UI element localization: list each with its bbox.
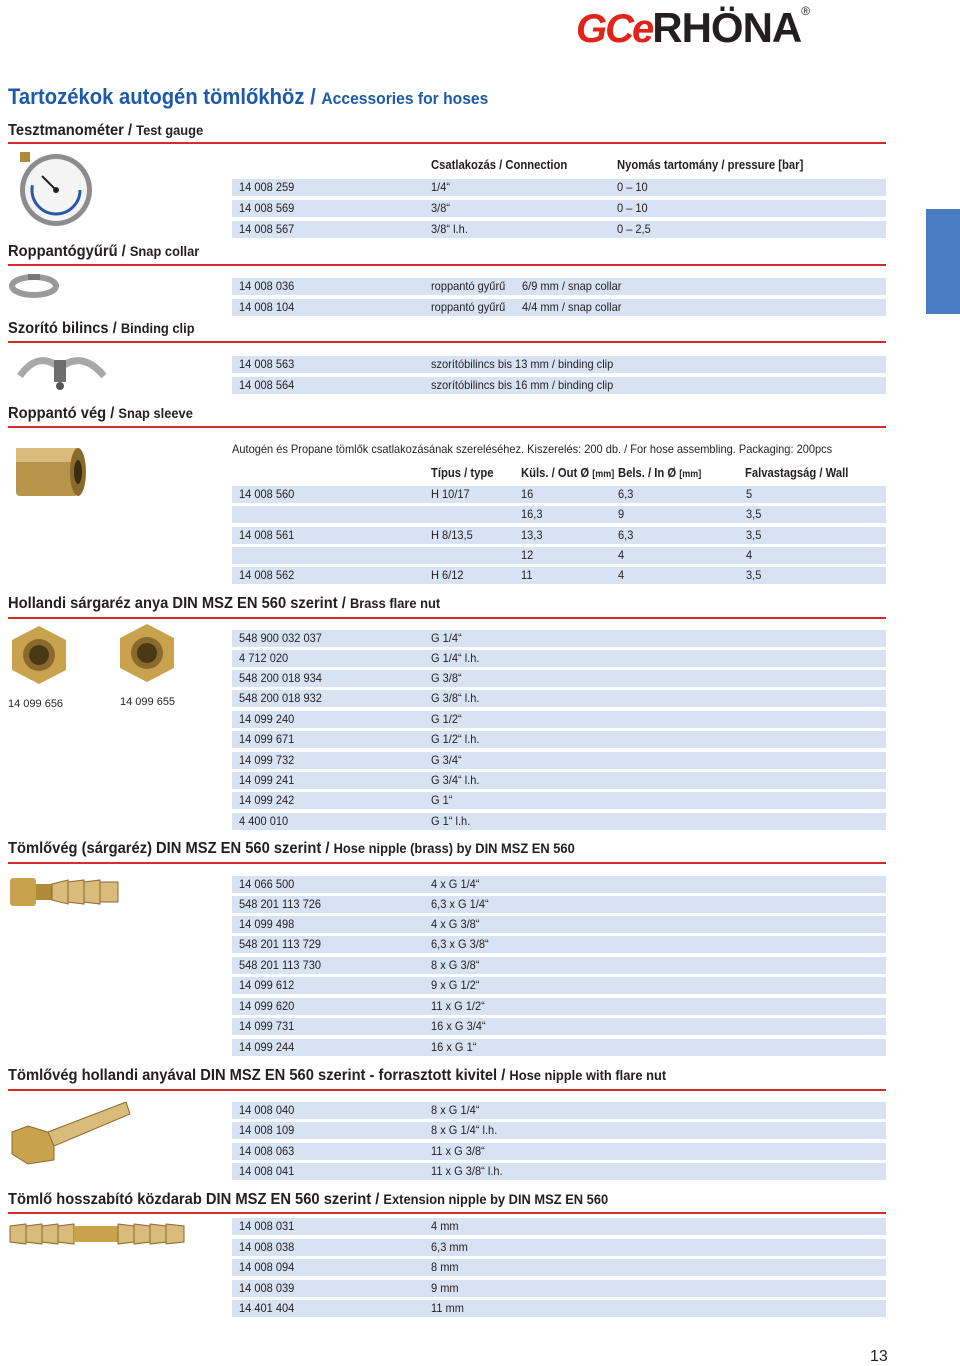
size: 4 x G 3/8“: [431, 917, 480, 931]
description: roppantó gyűrű: [431, 300, 506, 314]
size: 11 x G 3/8“ l.h.: [431, 1164, 503, 1178]
table-row: [232, 1122, 886, 1139]
inner-diameter: 4: [618, 568, 625, 582]
outer-diameter: 13,3: [521, 528, 543, 542]
section-hose-nipple-flare: [8, 1067, 666, 1085]
page-number: 13: [870, 1348, 888, 1365]
thread: G 3/8“: [431, 671, 462, 685]
size: 11 x G 3/8“: [431, 1144, 485, 1158]
section-en: Brass flare nut: [349, 595, 441, 611]
section-test-gauge: [8, 122, 203, 140]
part-number: 14 008 036: [239, 279, 295, 293]
size: 16 x G 3/4“: [431, 1019, 486, 1033]
size: 9 mm: [431, 1281, 459, 1295]
section-rule: [8, 142, 886, 144]
hose-nipple-image: [8, 874, 122, 910]
part-number: 14 099 244: [239, 1040, 295, 1054]
part-number: 14 008 567: [239, 222, 295, 236]
table-row: [232, 1018, 886, 1035]
size: 8 mm: [431, 1260, 459, 1274]
part-number: 548 900 032 037: [239, 631, 322, 645]
section-en: Hose nipple with flare nut: [509, 1067, 667, 1083]
section-rule: [8, 617, 886, 619]
thread: G 1/4“: [431, 631, 462, 645]
part-number: 14 008 109: [239, 1123, 295, 1137]
part-number: 14 008 104: [239, 300, 295, 314]
section-en: Extension nipple by DIN MSZ EN 560: [383, 1191, 609, 1207]
connection: 3/8“ l.h.: [431, 222, 468, 236]
description: szorítóbilincs bis 13 mm / binding clip: [431, 357, 614, 371]
table-row: [232, 486, 886, 503]
part-number: 14 008 259: [239, 180, 295, 194]
wall: 3,5: [746, 528, 762, 542]
section-en: Test gauge: [136, 122, 204, 138]
section-en: Snap sleeve: [118, 405, 193, 421]
part-number: 14 008 031: [239, 1219, 295, 1233]
size: 6,3 x G 1/4“: [431, 897, 489, 911]
size: 16 x G 1“: [431, 1040, 477, 1054]
part-number: 548 201 113 729: [239, 937, 322, 951]
pressure: 0 – 10: [617, 180, 648, 194]
part-number: 14 008 564: [239, 378, 295, 392]
pressure: 0 – 10: [617, 201, 648, 215]
thread: G 3/8“ l.h.: [431, 691, 480, 705]
snap-collar-image: [8, 270, 64, 304]
section-rule: [8, 862, 886, 864]
table-row: [232, 377, 886, 394]
brand-logo: [576, 4, 876, 51]
table-row: [232, 179, 886, 196]
gauge-header-connection: Csatlakozás / Connection: [431, 158, 568, 172]
table-row: [232, 567, 886, 584]
sleeve-header-out: [521, 466, 614, 480]
part-number: 14 099 240: [239, 712, 295, 726]
table-row: [232, 221, 886, 238]
gauge-header-pressure: Nyomás tartomány / pressure [bar]: [617, 158, 804, 172]
part-number: 14 099 731: [239, 1019, 295, 1033]
wall: 4: [746, 548, 753, 562]
type: H 8/13,5: [431, 528, 473, 542]
thread: G 1“: [431, 793, 453, 807]
table-row: [232, 936, 886, 953]
table-row: [232, 356, 886, 373]
section-hu: Roppantógyűrű /: [8, 243, 130, 260]
header-in-label: Bels. / In Ø: [618, 466, 677, 480]
table-row: [232, 690, 886, 707]
part-number: 14 008 562: [239, 568, 295, 582]
type: H 10/17: [431, 487, 470, 501]
section-hose-nipple: [8, 840, 575, 858]
section-rule: [8, 264, 886, 266]
logo-gce: GCe: [576, 7, 653, 51]
part-number: 14 401 404: [239, 1301, 295, 1315]
thread: G 3/4“: [431, 753, 462, 767]
table-row: [232, 1259, 886, 1276]
part-number: 14 008 063: [239, 1144, 295, 1158]
description: szorítóbilincs bis 16 mm / binding clip: [431, 378, 614, 392]
part-number: 14 066 500: [239, 877, 295, 891]
table-row: [232, 711, 886, 728]
connection: 1/4“: [431, 180, 451, 194]
part-number: 14 008 561: [239, 528, 295, 542]
part-number: 548 200 018 932: [239, 691, 322, 705]
section-rule: [8, 1212, 886, 1214]
size: 4 mm: [431, 1219, 459, 1233]
size: 8 x G 1/4“: [431, 1103, 480, 1117]
table-row: [232, 1143, 886, 1160]
sleeve-note: Autogén és Propane tömlők csatlakozásának szereléséhez. Kiszerelés: 200 db. / For hose assembling. Packaging: 200pcs: [232, 442, 833, 456]
thread: G 3/4“ l.h.: [431, 773, 480, 787]
section-binding-clip: [8, 320, 195, 338]
sleeve-header-in: [618, 466, 701, 480]
part-number: 14 008 040: [239, 1103, 295, 1117]
header-in-unit: [mm]: [679, 469, 702, 480]
section-en: Snap collar: [129, 243, 200, 259]
wall: 5: [746, 487, 753, 501]
table-row: [232, 772, 886, 789]
table-row: [232, 200, 886, 217]
nut-image-label-1: 14 099 656: [8, 698, 64, 710]
table-row: [232, 1102, 886, 1119]
page-title: [8, 84, 488, 110]
section-hu: Tömlővég hollandi anyával DIN MSZ EN 560 szerint - forrasztott kivitel /: [8, 1067, 510, 1084]
binding-clip-image: [14, 346, 110, 394]
part-number: 14 099 671: [239, 732, 295, 746]
size: 8 x G 3/8“: [431, 958, 480, 972]
section-hu: Hollandi sárgaréz anya DIN MSZ EN 560 szerint /: [8, 595, 350, 612]
hose-nipple-flare-image: [8, 1096, 132, 1166]
thread: G 1/2“: [431, 712, 462, 726]
size: 6/9 mm / snap collar: [522, 279, 622, 293]
part-number: 14 099 612: [239, 978, 295, 992]
table-row: [232, 813, 886, 830]
table-row: [232, 752, 886, 769]
section-rule: [8, 1089, 886, 1091]
table-row: [232, 630, 886, 647]
table-row: [232, 896, 886, 913]
part-number: 14 008 569: [239, 201, 295, 215]
connection: 3/8“: [431, 201, 451, 215]
thread: G 1/4“ l.h.: [431, 651, 480, 665]
sleeve-header-wall: Falvastagság / Wall: [745, 466, 849, 480]
section-hu: Roppantó vég /: [8, 405, 119, 422]
side-tab: [926, 209, 960, 314]
part-number: 4 400 010: [239, 814, 289, 828]
table-row: [232, 1218, 886, 1235]
section-hu: Tesztmanométer /: [8, 122, 137, 139]
part-number: 14 008 560: [239, 487, 295, 501]
section-rule: [8, 341, 886, 343]
thread: G 1“ l.h.: [431, 814, 471, 828]
part-number: 14 099 498: [239, 917, 295, 931]
part-number: 548 200 018 934: [239, 671, 322, 685]
size: 4/4 mm / snap collar: [522, 300, 622, 314]
pressure-gauge-image: [12, 150, 92, 230]
outer-diameter: 16,3: [521, 507, 543, 521]
table-row: [232, 1280, 886, 1297]
table-row: [232, 506, 886, 523]
part-number: 14 008 094: [239, 1260, 295, 1274]
type: H 6/12: [431, 568, 464, 582]
section-hu: Szorító bilincs /: [8, 320, 121, 337]
extension-nipple-image: [8, 1220, 188, 1248]
part-number: 4 712 020: [239, 651, 289, 665]
part-number: 14 008 039: [239, 1281, 295, 1295]
snap-sleeve-image: [12, 440, 88, 504]
table-row: [232, 792, 886, 809]
table-row: [232, 876, 886, 893]
table-row: [232, 1300, 886, 1317]
section-snap-collar: [8, 243, 199, 261]
section-hu: Tömlővég (sárgaréz) DIN MSZ EN 560 szerint /: [8, 840, 334, 857]
section-extension: [8, 1191, 608, 1209]
part-number: 14 099 241: [239, 773, 295, 787]
page-title-en: Accessories for hoses: [321, 89, 489, 108]
size: 6,3 x G 3/8“: [431, 937, 489, 951]
inner-diameter: 4: [618, 548, 625, 562]
header-out-unit: [mm]: [592, 469, 615, 480]
thread: G 1/2“ l.h.: [431, 732, 480, 746]
section-en: Hose nipple (brass) by DIN MSZ EN 560: [333, 840, 575, 856]
size: 4 x G 1/4“: [431, 877, 480, 891]
size: 11 x G 1/2“: [431, 999, 485, 1013]
section-hu: Tömlő hosszabító közdarab DIN MSZ EN 560 szerint /: [8, 1191, 384, 1208]
table-row: [232, 299, 886, 316]
inner-diameter: 6,3: [618, 528, 634, 542]
table-row: [232, 650, 886, 667]
section-brass-nut: [8, 595, 440, 613]
table-row: [232, 1039, 886, 1056]
part-number: 14 008 563: [239, 357, 295, 371]
outer-diameter: 16: [521, 487, 534, 501]
table-row: [232, 916, 886, 933]
part-number: 548 201 113 730: [239, 958, 322, 972]
table-row: [232, 957, 886, 974]
nut-image-label-2: 14 099 655: [120, 696, 176, 708]
part-number: 548 201 113 726: [239, 897, 322, 911]
sleeve-header-type: Típus / type: [431, 466, 494, 480]
table-row: [232, 1163, 886, 1180]
outer-diameter: 12: [521, 548, 534, 562]
part-number: 14 099 242: [239, 793, 295, 807]
description: roppantó gyűrű: [431, 279, 506, 293]
table-row: [232, 1239, 886, 1256]
section-snap-sleeve: [8, 405, 193, 423]
table-row: [232, 547, 886, 564]
table-row: [232, 977, 886, 994]
brass-nut-image-2: [116, 622, 178, 684]
outer-diameter: 11: [521, 568, 533, 582]
table-row: [232, 670, 886, 687]
section-rule: [8, 426, 886, 428]
pressure: 0 – 2,5: [617, 222, 651, 236]
part-number: 14 008 041: [239, 1164, 295, 1178]
size: 8 x G 1/4“ l.h.: [431, 1123, 498, 1137]
page-title-hu: Tartozékok autogén tömlőkhöz /: [8, 84, 322, 109]
brass-nut-image-1: [8, 624, 70, 686]
inner-diameter: 9: [618, 507, 625, 521]
part-number: 14 008 038: [239, 1240, 295, 1254]
logo-registered: ®: [801, 4, 811, 18]
size: 11 mm: [431, 1301, 464, 1315]
part-number: 14 099 620: [239, 999, 295, 1013]
section-en: Binding clip: [120, 320, 195, 336]
wall: 3,5: [746, 568, 762, 582]
table-row: [232, 278, 886, 295]
size: 6,3 mm: [431, 1240, 468, 1254]
table-row: [232, 998, 886, 1015]
header-out-label: Küls. / Out Ø: [521, 466, 590, 480]
table-row: [232, 527, 886, 544]
table-row: [232, 731, 886, 748]
inner-diameter: 6,3: [618, 487, 634, 501]
wall: 3,5: [746, 507, 762, 521]
logo-rhona: RHÖNA: [652, 4, 802, 51]
size: 9 x G 1/2“: [431, 978, 480, 992]
part-number: 14 099 732: [239, 753, 295, 767]
